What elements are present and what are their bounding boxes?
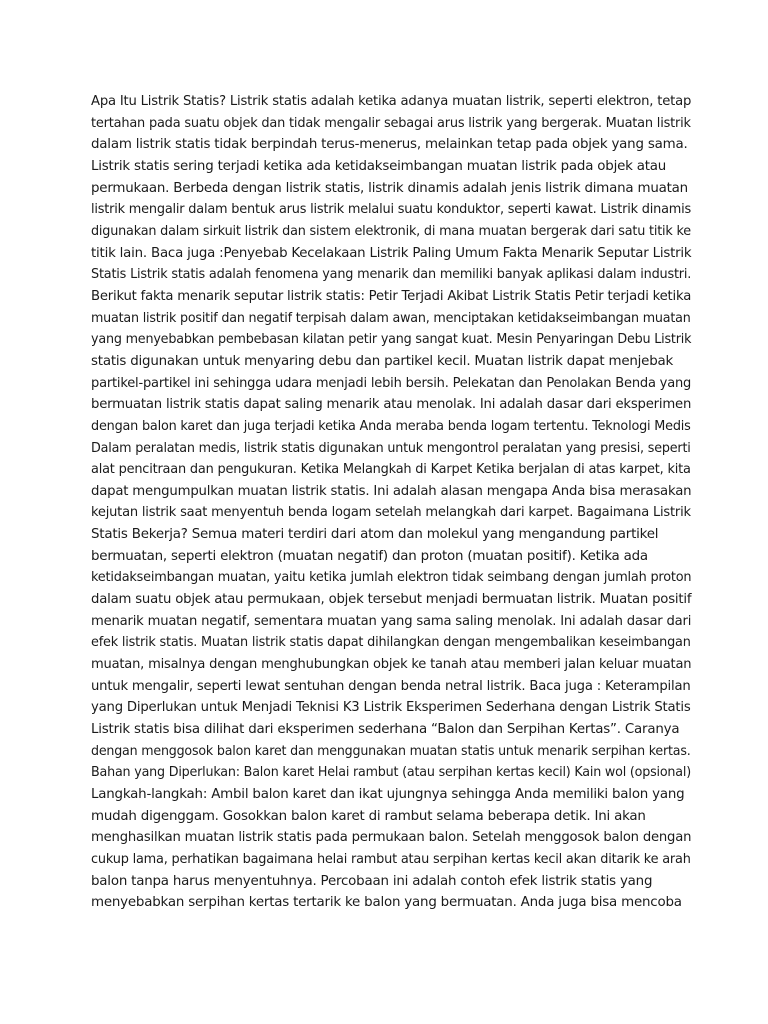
text-line: dengan balon karet dan juga terjadi ketika Anda meraba benda logam tertentu. Teknologi Medis	[91, 418, 691, 434]
text-line: muatan, misalnya dengan menghubungkan objek ke tanah atau memberi jalan keluar muatan	[91, 657, 692, 673]
text-line: Bahan yang Diperlukan: Balon karet Helai rambut (atau serpihan kertas kecil) Kain wol (opsional)	[91, 765, 691, 781]
text-line: bermuatan listrik statis dapat saling menarik atau menolak. Ini adalah dasar dari eksperimen	[91, 397, 692, 413]
text-line: tertahan pada suatu objek dan tidak mengalir sebagai arus listrik yang bergerak. Muatan listrik	[91, 115, 691, 131]
text-line: mudah digenggam. Gosokkan balon karet di rambut selama beberapa detik. Ini akan	[91, 808, 646, 824]
text-line: dengan menggosok balon karet dan menggunakan muatan statis untuk menarik serpihan kertas.	[91, 743, 691, 759]
text-line: efek listrik statis. Muatan listrik statis dapat dihilangkan dengan mengembalikan keseimbangan	[91, 635, 691, 651]
text-line: dapat mengumpulkan muatan listrik statis. Ini adalah alasan mengapa Anda bisa merasakan	[91, 483, 692, 499]
text-line: Statis Listrik statis adalah fenomena yang menarik dan memiliki banyak aplikasi dalam industri.	[91, 267, 692, 283]
text-line: menyebabkan serpihan kertas tertarik ke balon yang bermuatan. Anda juga bisa mencoba	[91, 895, 682, 911]
text-line: Apa Itu Listrik Statis? Listrik statis adalah ketika adanya muatan listrik, seperti elektron, tetap	[91, 94, 692, 109]
text-line: dalam listrik statis tidak berpindah terus-menerus, melainkan tetap pada objek yang sama.	[91, 137, 688, 153]
text-line: ketidakseimbangan muatan, yaitu ketika jumlah elektron tidak seimbang dengan jumlah proton	[91, 570, 692, 586]
text-line: alat pencitraan dan pengukuran. Ketika Melangkah di Karpet Ketika berjalan di atas karpet, kita	[91, 462, 691, 478]
text-line: menghasilkan muatan listrik statis pada permukaan balon. Setelah menggosok balon dengan	[91, 830, 692, 846]
text-line: Berikut fakta menarik seputar listrik statis: Petir Terjadi Akibat Listrik Statis Petir terjadi ketika	[91, 288, 692, 304]
text-line: muatan listrik positif dan negatif terpisah dalam awan, menciptakan ketidakseimbangan muatan	[91, 310, 691, 326]
text-line: partikel-partikel ini sehingga udara menjadi lebih bersih. Pelekatan dan Penolakan Benda yang	[91, 375, 692, 391]
text-line: bermuatan, seperti elektron (muatan negatif) dan proton (muatan positif). Ketika ada	[91, 548, 648, 564]
text-line: menarik muatan negatif, sementara muatan yang sama saling menolak. Ini adalah dasar dari	[91, 613, 692, 629]
text-line: titik lain. Baca juga :Penyebab Kecelakaan Listrik Paling Umum Fakta Menarik Seputar Listrik	[91, 245, 692, 261]
body-text	[91, 91, 691, 914]
text-line: Statis Bekerja? Semua materi terdiri dari atom dan molekul yang mengandung partikel	[91, 527, 659, 543]
text-line: dalam suatu objek atau permukaan, objek tersebut menjadi bermuatan listrik. Muatan positif	[91, 592, 692, 608]
text-line: Listrik statis sering terjadi ketika ada ketidakseimbangan muatan listrik pada objek atau	[91, 158, 667, 174]
text-line: yang menyebabkan pembebasan kilatan petir yang sangat kuat. Mesin Penyaringan Debu Listrik	[91, 332, 692, 348]
text-line: cukup lama, perhatikan bagaimana helai rambut atau serpihan kertas kecil akan ditarik ke arah	[91, 851, 691, 867]
text-line: permukaan. Berbeda dengan listrik statis, listrik dinamis adalah jenis listrik dimana muatan	[91, 180, 688, 196]
text-line: listrik mengalir dalam bentuk arus listrik melalui suatu konduktor, seperti kawat. Listrik dinamis	[91, 202, 692, 218]
text-line: Dalam peralatan medis, listrik statis digunakan untuk mengontrol peralatan yang presisi, seperti	[91, 440, 691, 456]
text-line: Listrik statis bisa dilihat dari eksperimen sederhana “Balon dan Serpihan Kertas”. Caranya	[91, 722, 680, 738]
text-line: kejutan listrik saat menyentuh benda logam setelah melangkah dari karpet. Bagaimana Listrik	[91, 505, 691, 521]
text-line: yang Diperlukan untuk Menjadi Teknisi K3 Listrik Eksperimen Sederhana dengan Listrik Statis	[91, 700, 691, 716]
text-line: digunakan dalam sirkuit listrik dan sistem elektronik, di mana muatan bergerak dari satu titik ke	[91, 223, 691, 239]
text-line: Langkah-langkah: Ambil balon karet dan ikat ujungnya sehingga Anda memiliki balon yang	[91, 787, 685, 802]
text-line: balon tanpa harus menyentuhnya. Percobaan ini adalah contoh efek listrik statis yang	[91, 873, 653, 889]
text-line: untuk mengalir, seperti lewat sentuhan dengan benda netral listrik. Baca juga : Keterampilan	[91, 678, 691, 694]
text-line: statis digunakan untuk menyaring debu dan partikel kecil. Muatan listrik dapat menjebak	[91, 353, 674, 369]
